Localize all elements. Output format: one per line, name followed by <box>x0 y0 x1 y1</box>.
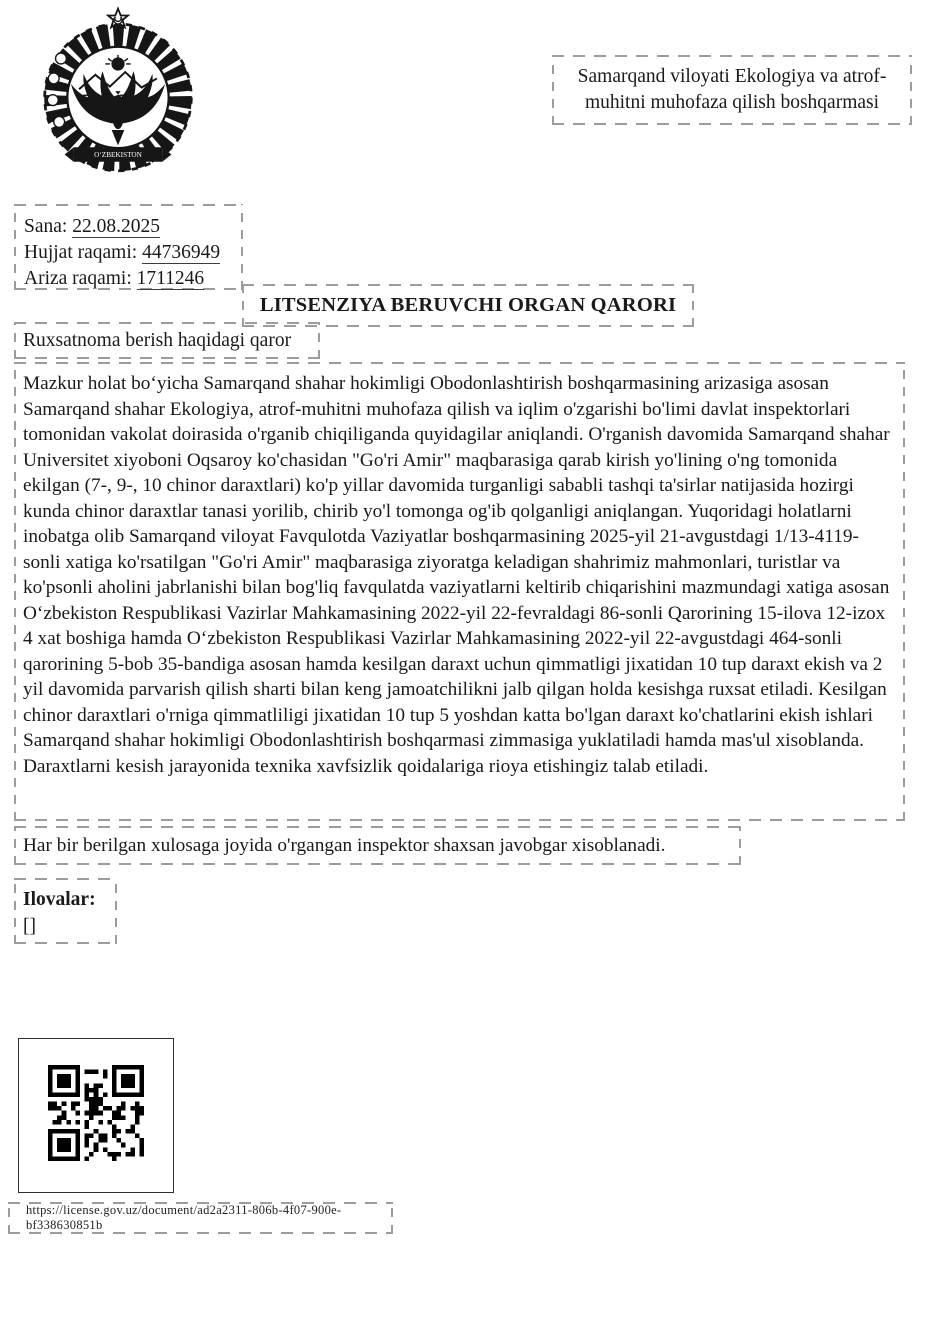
inspector-note-box <box>14 826 741 865</box>
inspector-note-text: Har bir berilgan xulosaga joyida o'rgangan inspektor shaxsan javobgar xisoblanadi. <box>23 834 666 856</box>
attachments-label: Ilovalar: <box>23 889 96 910</box>
org-name-box <box>552 55 912 125</box>
date-row <box>24 214 243 240</box>
application-number-value: 1711246 <box>136 268 205 289</box>
document-meta-box <box>14 204 243 290</box>
uzbekistan-state-emblem-icon <box>28 6 208 178</box>
decision-body-text: Mazkur holat boʻyicha Samarqand shahar hokimligi Obodonlashtirish boshqarmasining arizasiga asosan Samarqand shahar Ekologiya, atrof-muhitni muhofaza qilish va iqlim o'zgarishi bo'limi davlat inspektorlari tomonidan vakolat doirasida o'rganib chiqiliganda quyidagilar aniqlandi. O'rganish davomida Samarqand shahar Universitet xiyoboni Oqsaroy ko'chasidan "Go'ri Amir" maqbarasiga qarab kirish yo'lining o'ng tomonida ekilgan (7-, 9-, 10 chinor daraxtlari) ko'p yillar davomida turganligi sababli tashqi ta'sirlar natijasida hozirgi kunda chinor daraxtlar tanasi yorilib, chirib yo'l tomonga og'ib qolganligi aniqlangan. Yuqoridagi holatlarni inobatga olib Samarqand viloyat Favqulotda Vaziyatlar boshqarmasining 2025-yil 21-avgustdagi 1/13-4119-sonli xatiga ko'rsatilgan "Go'ri Amir" maqbarasiga ziyoratga keladigan shahrimiz mahmonlari, turistlar va ko'psonli aholini jabrlanishi bilan bog'liq favqulatda vaziyatlarni keltirib chiqarishini mazmundagi xatiga asosan Oʻzbekiston Respublikasi Vazirlar Mahkamasining 2022-yil 22-fevraldagi 86-sonli Qarorining 15-ilova 12-izox 4 xat boshiga hamda Oʻzbekiston Respublikasi Vazirlar Mahkamasining 2022-yil 22-avgustdagi 464-sonli qarorining 5-bob 35-bandiga asosan hamda kesilgan daraxt uchun qimmatligi jixatidan 10 tup daraxt ekish va 2 yil davomida parvarish qilish sharti bilan keng jamoatchilikni jalb qilgan holda kesishga ruxsat etiladi. Kesilgan chinor daraxtlari o'rniga qimmatliligi jixatidan 10 tup 5 yoshdan katta bo'lgan daraxt ko'chatlarini ekish ishlari Samarqand shahar hokimligi Obodonlashtirish boshqarmasi zimmasiga yuklatiladi hamda mas'ul xisoblanda. Daraxtlarni kesish jarayonida texnika xavfsizlik qoidalariga rioya etishingiz talab etiladi. <box>23 373 890 777</box>
document-subtitle: Ruxsatnoma berish haqidagi qaror <box>23 329 292 351</box>
document-url-box <box>8 1202 393 1234</box>
qr-code-box <box>18 1038 174 1193</box>
document-title-box <box>242 284 694 327</box>
date-label: Sana: <box>24 216 68 237</box>
document-title: LITSENZIYA BERUVCHI ORGAN QARORI <box>259 294 677 316</box>
document-url-link[interactable]: https://license.gov.uz/document/ad2a2311-806b-4f07-900e-bf338630851b <box>26 1203 342 1232</box>
decision-body-box <box>14 362 905 821</box>
document-subtitle-box <box>14 322 320 359</box>
attachments-value: [] <box>23 916 36 937</box>
emblem-banner-text: OʻZBEKISTON <box>94 151 142 160</box>
qr-code-icon <box>48 1065 144 1166</box>
org-name: Samarqand viloyati Ekologiya va atrof-muhitni muhofaza qilish boshqarmasi <box>577 66 887 113</box>
document-number-row <box>24 240 243 266</box>
document-number-label: Hujjat raqami: <box>24 242 138 263</box>
document-number-value: 44736949 <box>142 242 221 263</box>
application-number-label: Ariza raqami: <box>24 268 132 289</box>
application-number-row <box>24 266 243 292</box>
attachments-box <box>14 878 117 944</box>
date-value: 22.08.2025 <box>72 216 160 237</box>
